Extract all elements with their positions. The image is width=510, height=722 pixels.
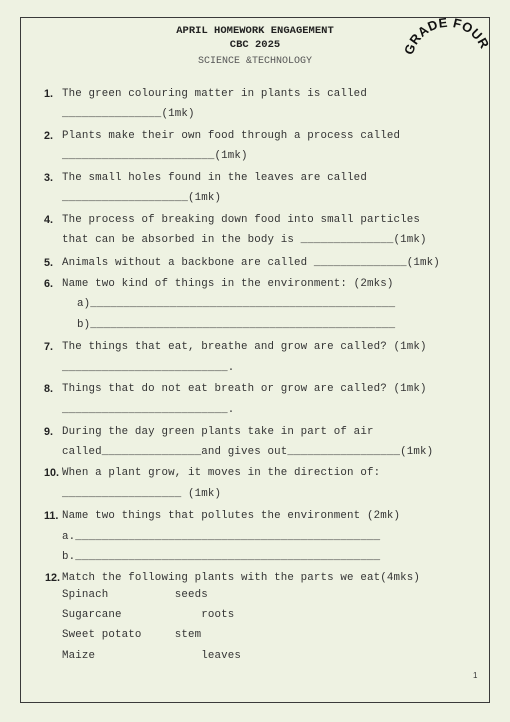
q2-number: 2.	[44, 130, 54, 142]
q7-number: 7.	[44, 341, 54, 353]
q5-number: 5.	[44, 257, 54, 269]
worksheet-subject: SCIENCE &TECHNOLOGY	[197, 56, 313, 67]
q11-number: 11.	[44, 510, 59, 522]
q2-text: Plants make their own food through a process called	[62, 130, 401, 142]
q4-number: 4.	[44, 214, 54, 226]
q11-text: Name two things that pollutes the environment (2mk)	[62, 510, 401, 522]
q9-text: During the day green plants take in part of air	[62, 426, 374, 438]
q12-match-row: Spinach seeds	[62, 589, 208, 601]
q7-answer-line[interactable]: _________________________.	[62, 362, 235, 374]
q8-number: 8.	[44, 383, 54, 395]
q8-text: Things that do not eat breath or grow are called? (1mk)	[62, 383, 427, 395]
q3-answer-line[interactable]: ___________________(1mk)	[62, 192, 222, 204]
q10-answer-line[interactable]: __________________ (1mk)	[62, 488, 222, 500]
q12-text: Match the following plants with the parts we eat(4mks)	[62, 572, 420, 584]
q12-match-row: Maize leaves	[62, 650, 241, 662]
q11-answer-b[interactable]: b.______________________________________________	[62, 551, 381, 563]
q7-text: The things that eat, breathe and grow are called? (1mk)	[62, 341, 427, 353]
q12-match-row: Sugarcane roots	[62, 609, 235, 621]
page-number: 1	[473, 671, 478, 680]
q8-answer-line[interactable]: _________________________.	[62, 404, 235, 416]
q9-number: 9.	[44, 426, 54, 438]
q9-text-cont[interactable]: called_______________and gives out_________________(1mk)	[62, 446, 434, 458]
q1-text: The green colouring matter in plants is called	[62, 88, 367, 100]
grade-badge	[398, 14, 494, 74]
q4-text-cont[interactable]: that can be absorbed in the body is ______________(1mk)	[62, 234, 427, 246]
worksheet-title: APRIL HOMEWORK ENGAGEMENT	[176, 25, 334, 37]
worksheet-subtitle: CBC 2025	[229, 39, 281, 51]
q6-number: 6.	[44, 278, 54, 290]
q1-number: 1.	[44, 88, 54, 100]
q2-answer-line[interactable]: _______________________(1mk)	[62, 150, 248, 162]
grade-badge-text: GRADE FOUR	[401, 14, 493, 57]
q6-answer-a[interactable]: a)______________________________________________	[77, 298, 396, 310]
q1-answer-line[interactable]: _______________(1mk)	[62, 108, 195, 120]
q3-number: 3.	[44, 172, 54, 184]
svg-text:GRADE FOUR	[401, 15, 492, 57]
q10-text: When a plant grow, it moves in the direction of:	[62, 467, 381, 479]
q4-text: The process of breaking down food into small particles	[62, 214, 420, 226]
q11-answer-a[interactable]: a.______________________________________________	[62, 531, 381, 543]
q12-match-row: Sweet potato stem	[62, 629, 202, 641]
q12-number: 12.	[45, 572, 61, 584]
q6-text: Name two kind of things in the environment: (2mks)	[62, 278, 394, 290]
q6-answer-b[interactable]: b)______________________________________________	[77, 319, 396, 331]
q10-number: 10.	[44, 467, 60, 479]
q5-text[interactable]: Animals without a backbone are called ______________(1mk)	[62, 257, 440, 269]
q3-text: The small holes found in the leaves are called	[62, 172, 367, 184]
